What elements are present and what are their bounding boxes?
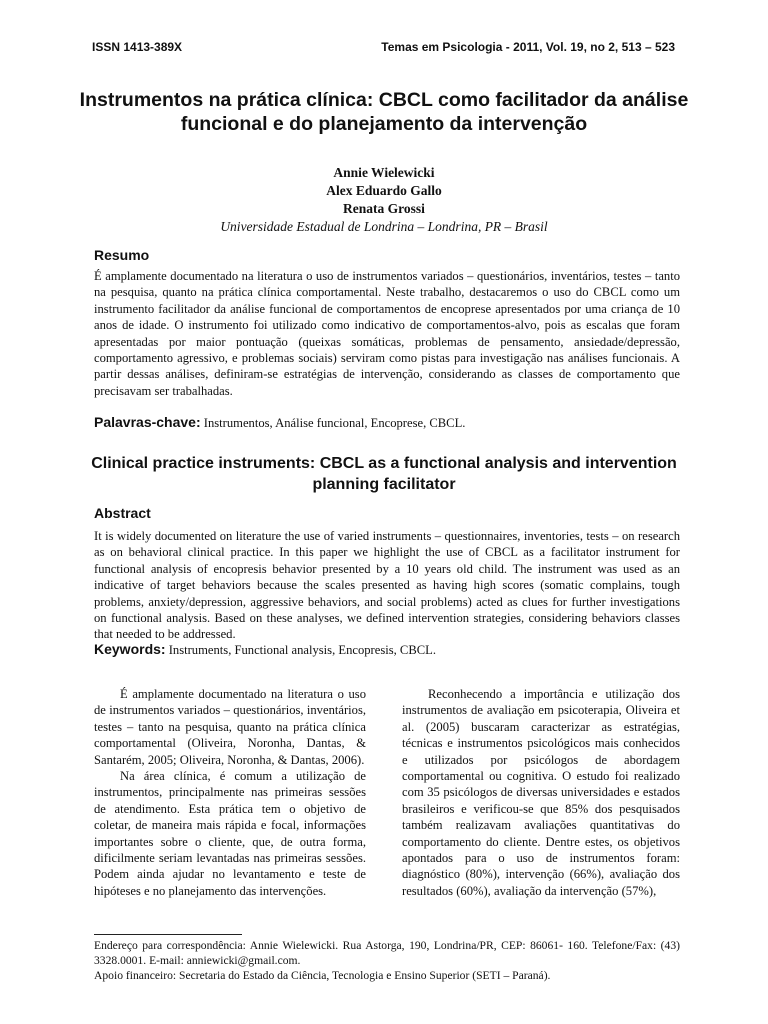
journal-citation: Temas em Psicologia - 2011, Vol. 19, no 2, 513 – 523 xyxy=(381,40,675,54)
author-name: Renata Grossi xyxy=(343,201,425,216)
keywords-text: Instruments, Functional analysis, Encopresis, CBCL. xyxy=(165,643,436,657)
resumo-text: É amplamente documentado na literatura o uso de instrumentos variados – questionários, inventários, testes – tanto na pesquisa, quanto na prática clínica comportamental. Neste trabalho, destacaremos o uso do CBCL como um instrumento facilitador da análise funcional de comportamentos de encoprese apresentados por uma criança de 10 anos de idade. O instrumento foi utilizado como indicativo de comportamentos-alvo, pois as escalas que foram apresentadas por maior pontuação (queixas somáticas, problemas de pensamento, ansiedade/depressão, comportamento agressivo, e problemas sociais) serviram como pistas para investigação nas análises funcionais. A partir dessas análises, definiram-se estratégias de intervenção, considerando as classes de comportamento que precisavam ser trabalhadas. xyxy=(94,269,680,398)
abstract-text: It is widely documented on literature the use of varied instruments – questionnaires, inventories, tests – on research as on behavioral clinical practice. In this paper we highlight the use of CBCL as a facilitator instrument for functional analysis of encopresis behavior presented by a 10 years old child. The instrument was used as an indicative of target behaviors because the scales presented as having high scores (somatic complains, tough problems, anxiety/depression, aggressive behaviors, and social problems) acted as clues for further investigations on functional analysis. Based on these analyses, we defined intervention strategies, considering behaviors classes that needed to be addressed. xyxy=(94,529,680,642)
body-paragraph: Na área clínica, é comum a utilização de instrumentos, principalmente nas primeiras sessões de atendimento. Esta prática tem o objetivo de coletar, de maneira mais rápida e focal, informações importantes sobre o cliente, que, de outra forma, dificilmente seriam levantadas nas primeiras sessões. Podem ainda ajudar no levantamento e teste de hipóteses e no planejamento das intervenções. xyxy=(94,769,366,898)
footnote xyxy=(94,938,680,984)
keywords-line xyxy=(94,640,694,659)
body-column-right xyxy=(402,686,680,899)
title-portuguese: Instrumentos na prática clínica: CBCL como facilitador da análise funcional e do planejamento da intervenção xyxy=(79,89,689,135)
body-paragraph: É amplamente documentado na literatura o uso de instrumentos variados – questionários, inventários, testes – tanto na pesquisa, quanto na prática clínica comportamental (Oliveira, Noronha, Dantas, & Santarém, 2005; Oliveira, Noronha, & Dantas, 2006). xyxy=(94,687,366,767)
author-block xyxy=(100,164,668,236)
keywords-label: Keywords: xyxy=(94,641,166,657)
author-name: Alex Eduardo Gallo xyxy=(326,183,442,198)
resumo-heading: Resumo xyxy=(94,247,150,263)
issn-label: ISSN 1413-389X xyxy=(92,40,183,54)
funding-note: Apoio financeiro: Secretaria do Estado da Ciência, Tecnologia e Ensino Superior (SETI – Paraná). xyxy=(94,969,551,983)
abstract-heading: Abstract xyxy=(94,505,151,521)
running-header xyxy=(92,40,675,58)
footnote-divider xyxy=(94,934,242,935)
correspondence-address: Endereço para correspondência: Annie Wielewicki. Rua Astorga, 190, Londrina/PR, CEP: 86061- 160. Telefone/Fax: (43) 3328.0001. E-mail: anniewicki@gmail.com. xyxy=(94,939,680,968)
title-english: Clinical practice instruments: CBCL as a functional analysis and intervention planning facilitator xyxy=(91,455,677,493)
palavras-chave-line xyxy=(94,413,694,432)
affiliation: Universidade Estadual de Londrina – Londrina, PR – Brasil xyxy=(220,219,548,234)
body-paragraph: Reconhecendo a importância e utilização dos instrumentos de avaliação em psicoterapia, Oliveira et al. (2005) buscaram caracterizar as estratégias, técnicas e instrumentos psicológicos mais conhecidos e utilizados por psicólogos de abordagem comportamental ou cognitiva. O estudo foi realizado com 35 psicólogos de diversas universidades e estados brasileiros e verificou-se que 85% dos pesquisados também realizavam avaliações quantitativas do comportamento do cliente. Dentre estes, os objetivos apontados para o uso de instrumentos foram: diagnóstico (80%), intervenção (66%), avaliação dos resultados (60%), avaliação da intervenção (57%), xyxy=(402,687,680,898)
body-column-left xyxy=(94,686,366,899)
palavras-chave-label: Palavras-chave: xyxy=(94,414,201,430)
palavras-chave-text: Instrumentos, Análise funcional, Encoprese, CBCL. xyxy=(200,416,466,430)
author-name: Annie Wielewicki xyxy=(333,165,435,180)
